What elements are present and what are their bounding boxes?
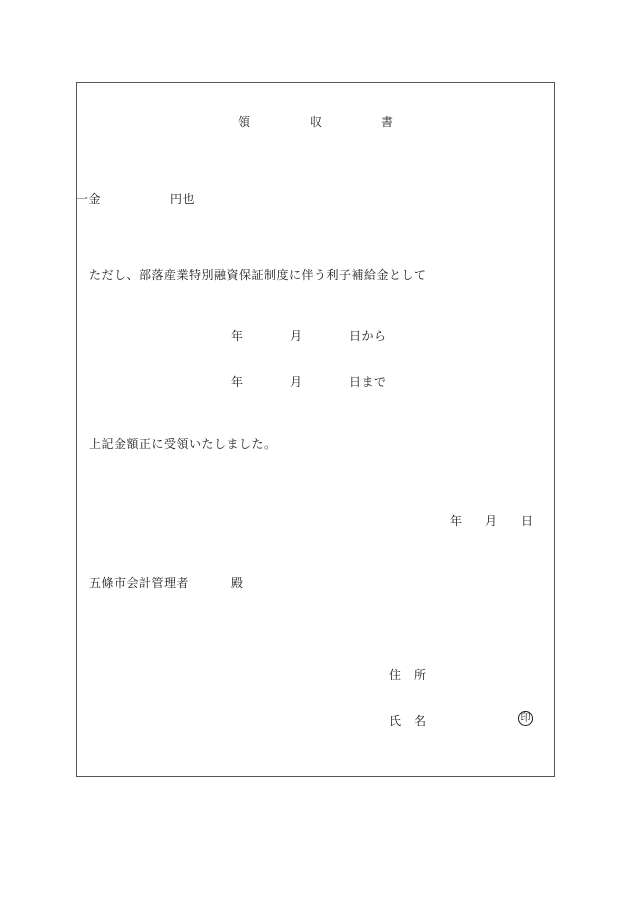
amount-suffix: 円也	[170, 192, 196, 206]
title-char-1: 領	[238, 115, 251, 129]
period-to-month: 月	[290, 375, 303, 389]
date-day: 日	[521, 514, 534, 528]
period-from-day: 日から	[349, 329, 387, 343]
period-to-day: 日まで	[349, 375, 387, 389]
acknowledgement-text: 上記金額正に受領いたしました。	[89, 437, 277, 451]
period-from-month: 月	[290, 329, 303, 343]
date-month: 月	[485, 514, 498, 528]
receipt-frame	[76, 82, 555, 777]
date-year: 年	[450, 514, 463, 528]
period-to-year: 年	[231, 375, 244, 389]
amount-prefix: 一金	[76, 192, 102, 206]
title-char-2: 収	[310, 115, 323, 129]
address-label: 住 所	[389, 668, 427, 682]
addressee-honorific: 殿	[231, 576, 244, 590]
period-from-year: 年	[231, 329, 244, 343]
seal-mark: 印	[518, 711, 533, 726]
addressee-name: 五條市会計管理者	[89, 576, 190, 590]
title-char-3: 書	[381, 115, 394, 129]
purpose-text: ただし、部落産業特別融資保証制度に伴う利子補給金として	[89, 268, 427, 282]
name-label: 氏 名	[389, 714, 427, 728]
